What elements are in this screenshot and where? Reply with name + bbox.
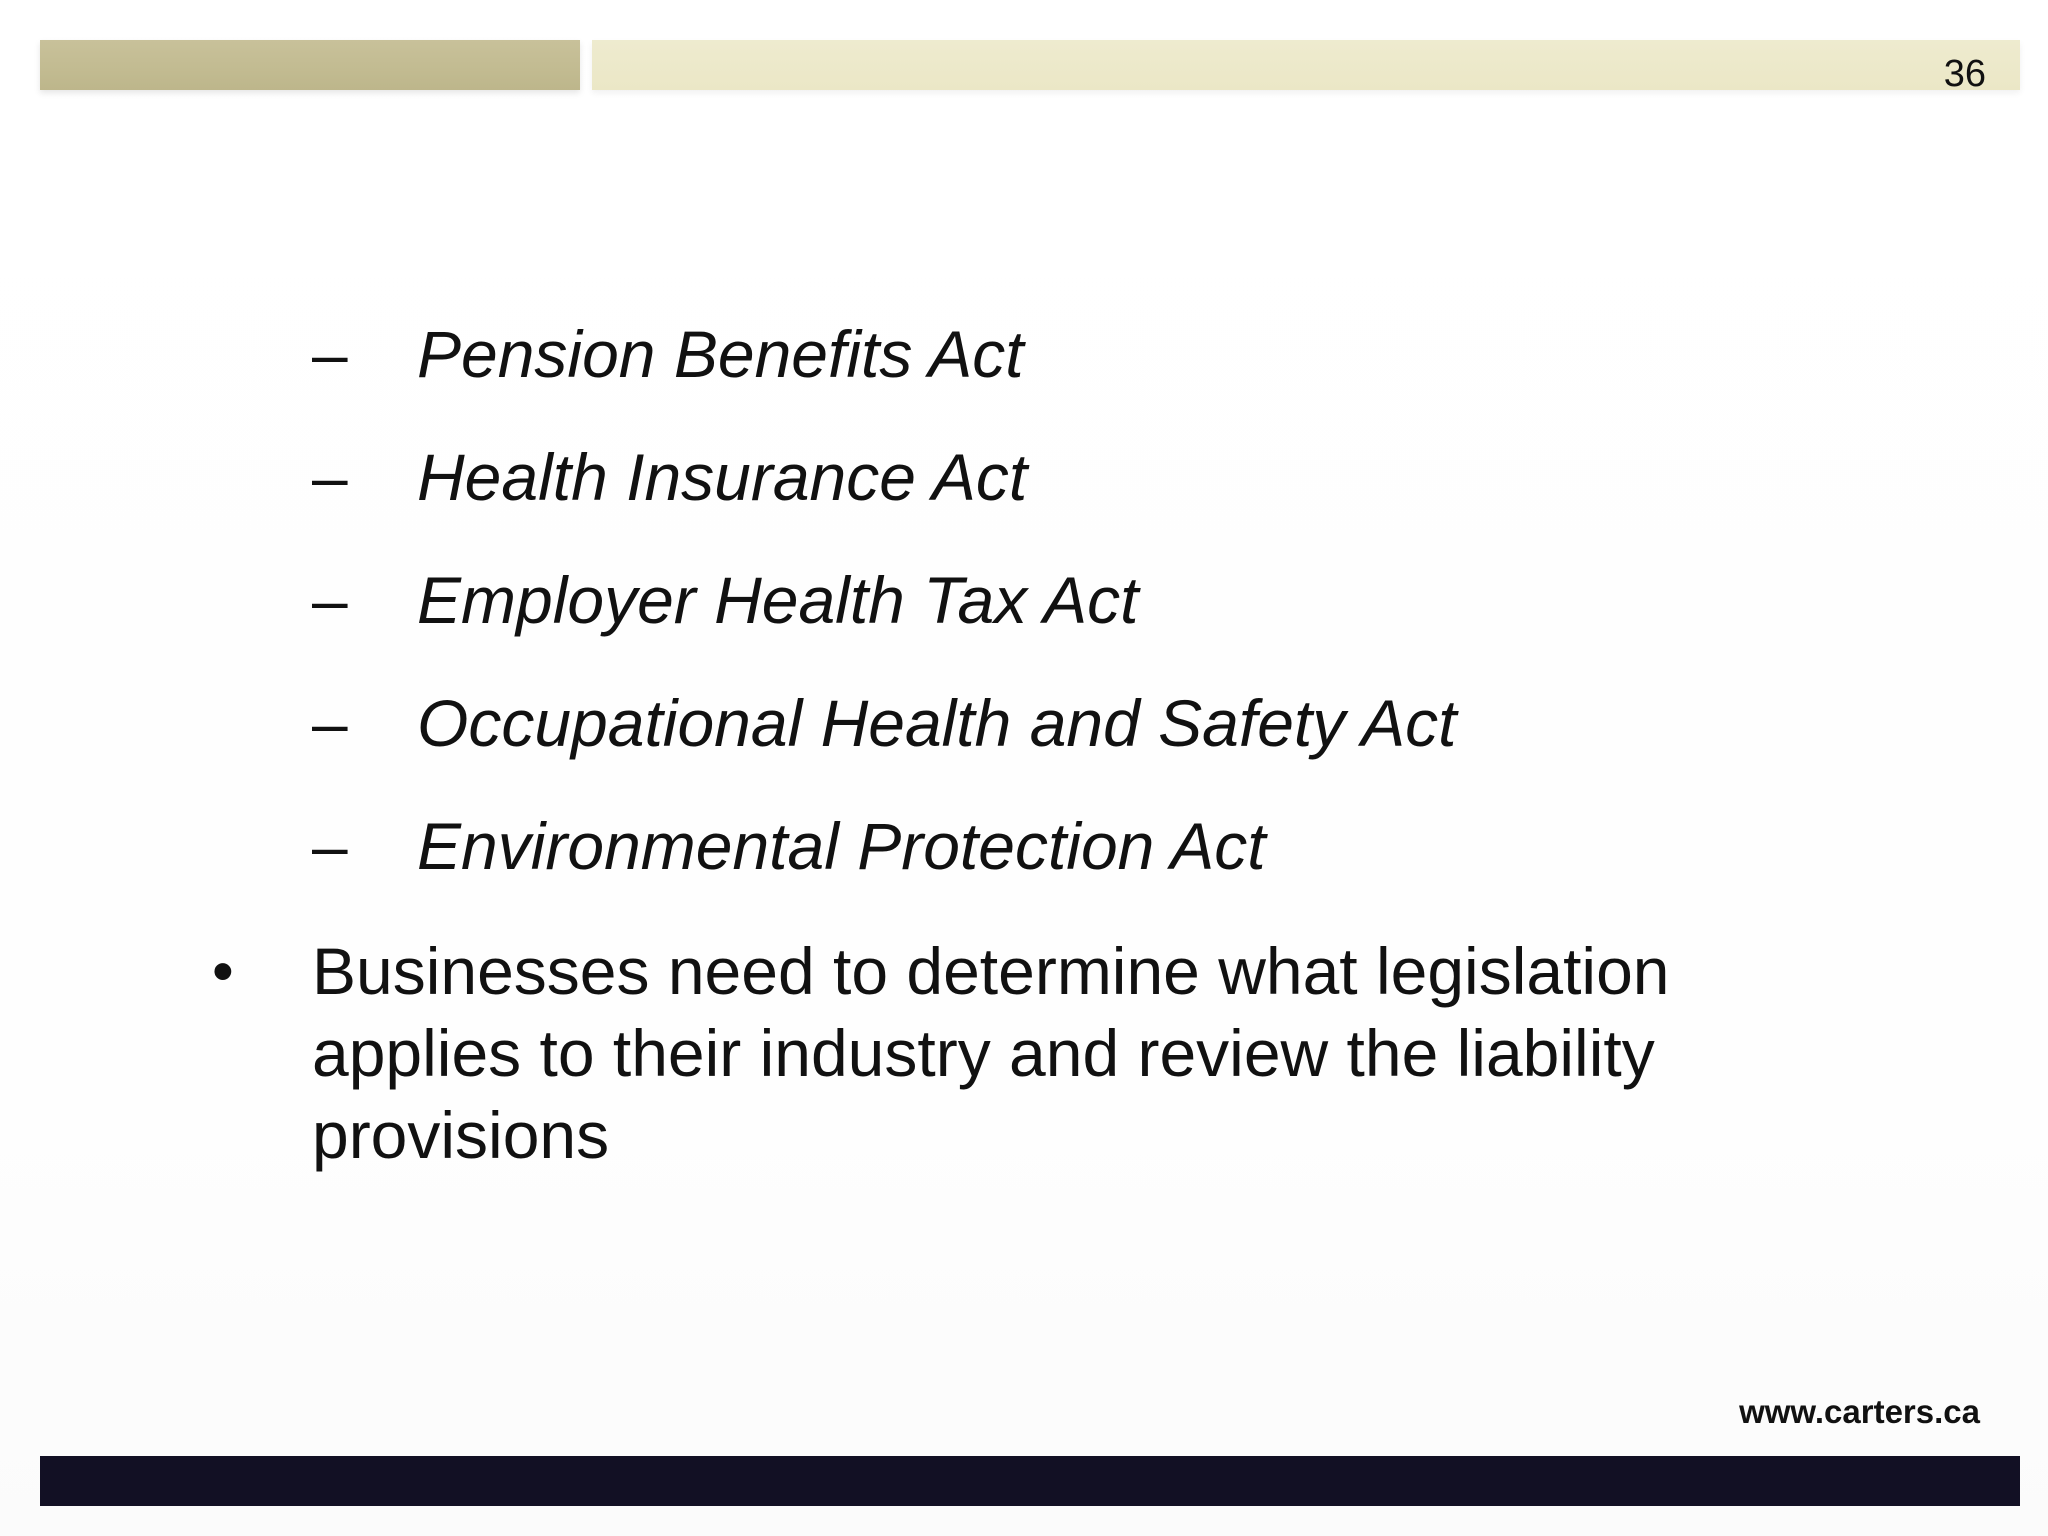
act-name: Environmental Protection Act <box>417 809 1266 883</box>
dash-marker: – <box>312 564 348 636</box>
dash-marker: – <box>312 687 348 759</box>
act-name: Health Insurance Act <box>417 440 1028 514</box>
header-band-right <box>592 40 2020 90</box>
dash-marker: – <box>312 318 348 390</box>
list-item <box>0 558 2048 681</box>
dash-marker: – <box>312 441 348 513</box>
act-name: Employer Health Tax Act <box>417 563 1139 637</box>
bullet-marker: • <box>212 937 234 1006</box>
page-number: 36 <box>1943 53 1986 95</box>
list-item <box>0 804 2048 927</box>
act-list <box>0 312 2048 927</box>
bullet-text: Businesses need to determine what legislation applies to their industry and review the liability provisions <box>312 934 1670 1172</box>
act-name: Occupational Health and Safety Act <box>417 686 1457 760</box>
header-band-left <box>40 40 580 90</box>
footer-bar <box>40 1456 2020 1506</box>
list-item <box>0 312 2048 435</box>
dash-marker: – <box>312 810 348 882</box>
list-item <box>0 681 2048 804</box>
website-url: www.carters.ca <box>1739 1393 1980 1430</box>
act-name: Pension Benefits Act <box>417 317 1024 391</box>
list-item <box>0 435 2048 558</box>
